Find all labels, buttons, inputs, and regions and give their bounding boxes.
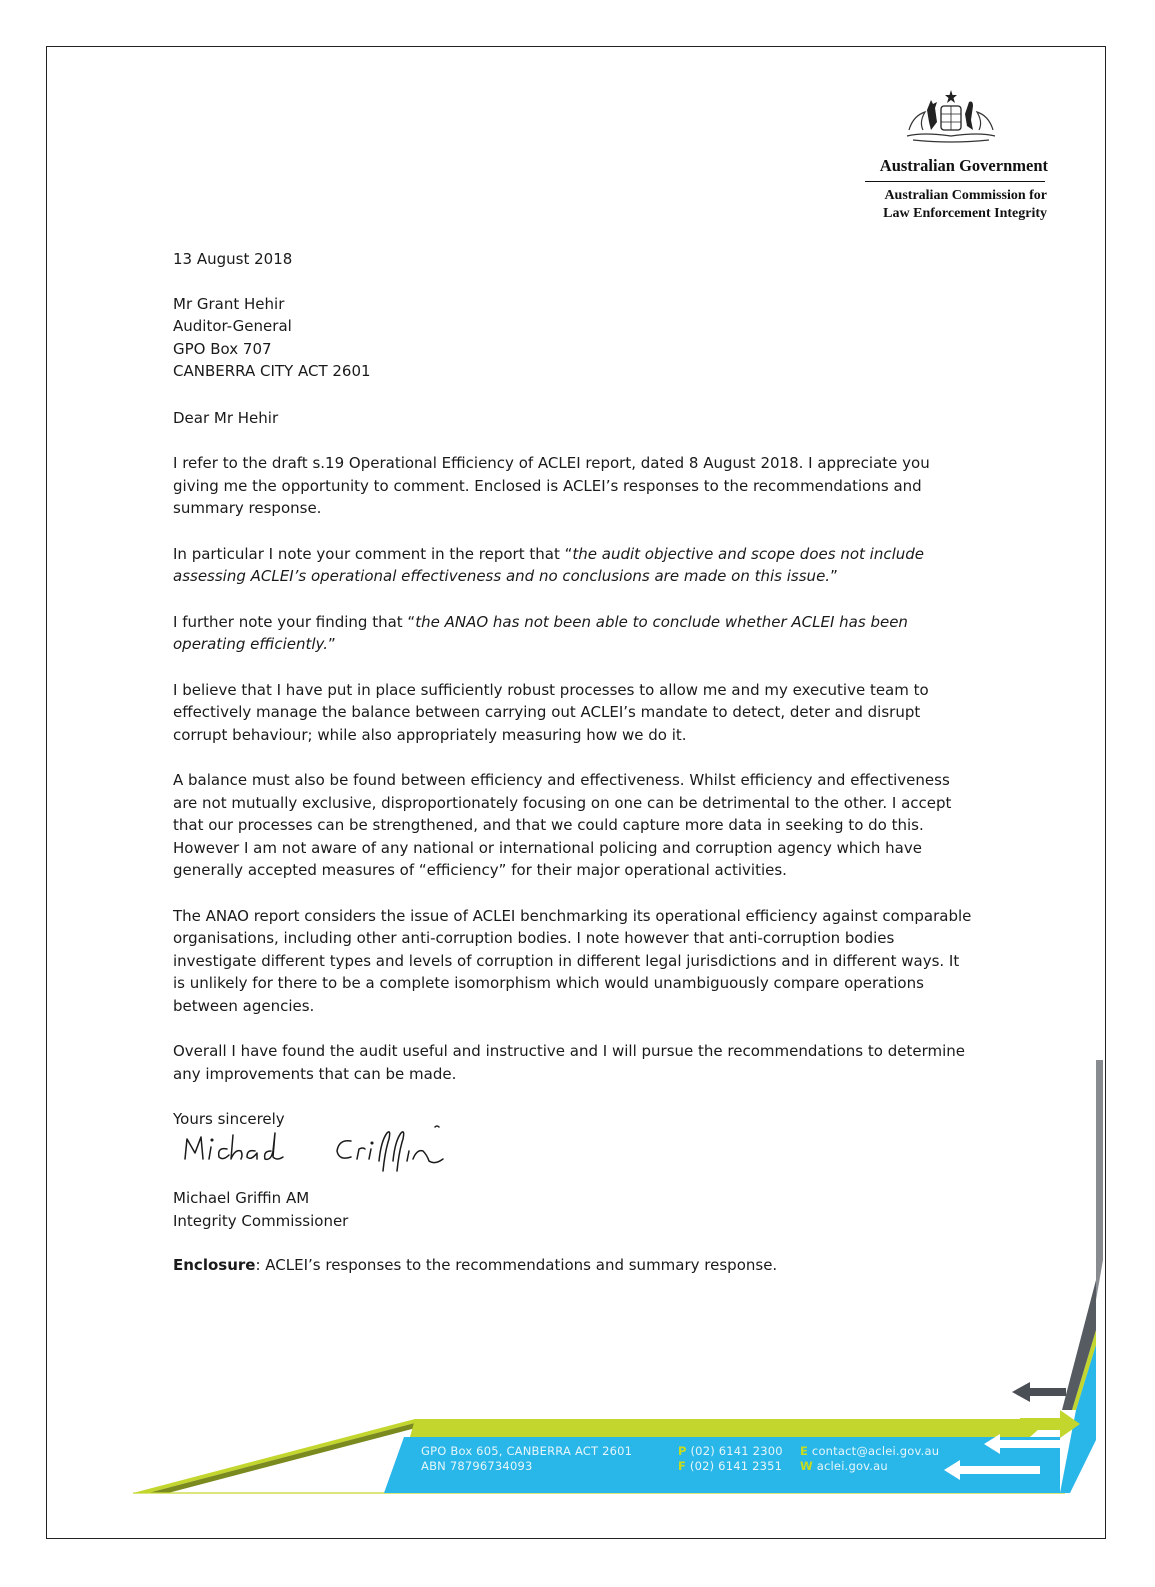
footer-email[interactable]: contact@aclei.gov.au xyxy=(811,1444,940,1458)
footer-email-web xyxy=(800,1444,939,1474)
salutation: Dear Mr Hehir xyxy=(173,408,279,427)
footer-right-edge-stripe xyxy=(1096,1060,1103,1300)
enclosure-label: Enclosure xyxy=(173,1256,256,1274)
signatory-title: Integrity Commissioner xyxy=(173,1211,349,1230)
paragraph-text: In particular I note your comment in the report that “ xyxy=(173,544,573,563)
signatory-name: Michael Griffin AM xyxy=(173,1189,310,1207)
email-key: E xyxy=(800,1444,809,1458)
footer-postal-address: GPO Box 605, CANBERRA ACT 2601 xyxy=(421,1444,633,1458)
paragraph: I believe that I have put in place sufficiently robust processes to allow me and my executive team to effectively manage the balance between carrying out ACLEI’s mandate to detect, deter and disrupt corrupt behaviour; while also appropriately measuring how we do it. xyxy=(173,680,929,744)
letter-date: 13 August 2018 xyxy=(173,250,293,268)
enclosure-text: : ACLEI’s responses to the recommendations and summary response. xyxy=(255,1256,778,1274)
paragraph: A balance must also be found between efficiency and effectiveness. Whilst efficiency and effectiveness are not mutually exclusive, disproportionately focusing on one can be detrimental to the other. I accept that our processes can be strengthened, and that we could capture more data in seeking to do this. However I am not aware of any national or international policing and corruption agency which have generally accepted measures of “efficiency” for their major operational activities. xyxy=(173,771,952,879)
quote: the ANAO has not been able to conclude whether ACLEI has been operating efficiently. xyxy=(173,612,908,653)
closing: Yours sincerely xyxy=(173,1110,285,1128)
footer-phone: (02) 6141 2300 xyxy=(690,1444,783,1458)
footer-phone-fax xyxy=(678,1444,783,1474)
recipient-line: GPO Box 707 xyxy=(173,339,272,358)
recipient-line: CANBERRA CITY ACT 2601 xyxy=(173,362,371,380)
recipient-line: Mr Grant Hehir xyxy=(173,294,285,313)
arrow-left-gray-icon xyxy=(1012,1382,1066,1402)
paragraph: I refer to the draft s.19 Operational Efficiency of ACLEI report, dated 8 August 2018. I appreciate you giving me the opportunity to comment. Enclosed is ACLEI’s responses to the recommendations and summary response. xyxy=(173,454,930,517)
quote: the audit objective and scope does not include assessing ACLEI’s operational effectiveness and no conclusions are made on this issue. xyxy=(173,544,924,585)
agency-line: Australian Commission for xyxy=(884,188,1047,203)
fax-key: F xyxy=(678,1459,687,1473)
footer-address xyxy=(421,1444,632,1474)
paragraph-text: I further note your finding that “ xyxy=(173,612,416,631)
government-name: Australian Government xyxy=(879,156,1048,175)
agency-line: Law Enforcement Integrity xyxy=(883,206,1047,221)
footer-fax: (02) 6141 2351 xyxy=(689,1459,783,1473)
phone-key: P xyxy=(678,1444,687,1458)
paragraph: The ANAO report considers the issue of ACLEI benchmarking its operational efficiency against comparable organisations, including other anti-corruption bodies. I note however that anti-corruption bodies investigate different types and levels of corruption in different legal jurisdictions and in different ways. It is unlikely for there to be a complete isomorphism which would unambiguously compare operations between agencies. xyxy=(173,906,972,1015)
paragraph-text: ” xyxy=(328,635,336,653)
paragraph: Overall I have found the audit useful and instructive and I will pursue the recommendations to determine any improvements that can be made. xyxy=(173,1042,965,1083)
footer-lime-band xyxy=(410,1419,1040,1437)
footer-website[interactable]: aclei.gov.au xyxy=(816,1459,888,1473)
recipient-line: Auditor-General xyxy=(173,317,292,335)
footer-diagonal-lime xyxy=(133,1419,430,1493)
web-key: W xyxy=(800,1459,813,1473)
paragraph-text: ” xyxy=(830,567,838,585)
footer-abn: ABN 78796734093 xyxy=(421,1459,533,1473)
